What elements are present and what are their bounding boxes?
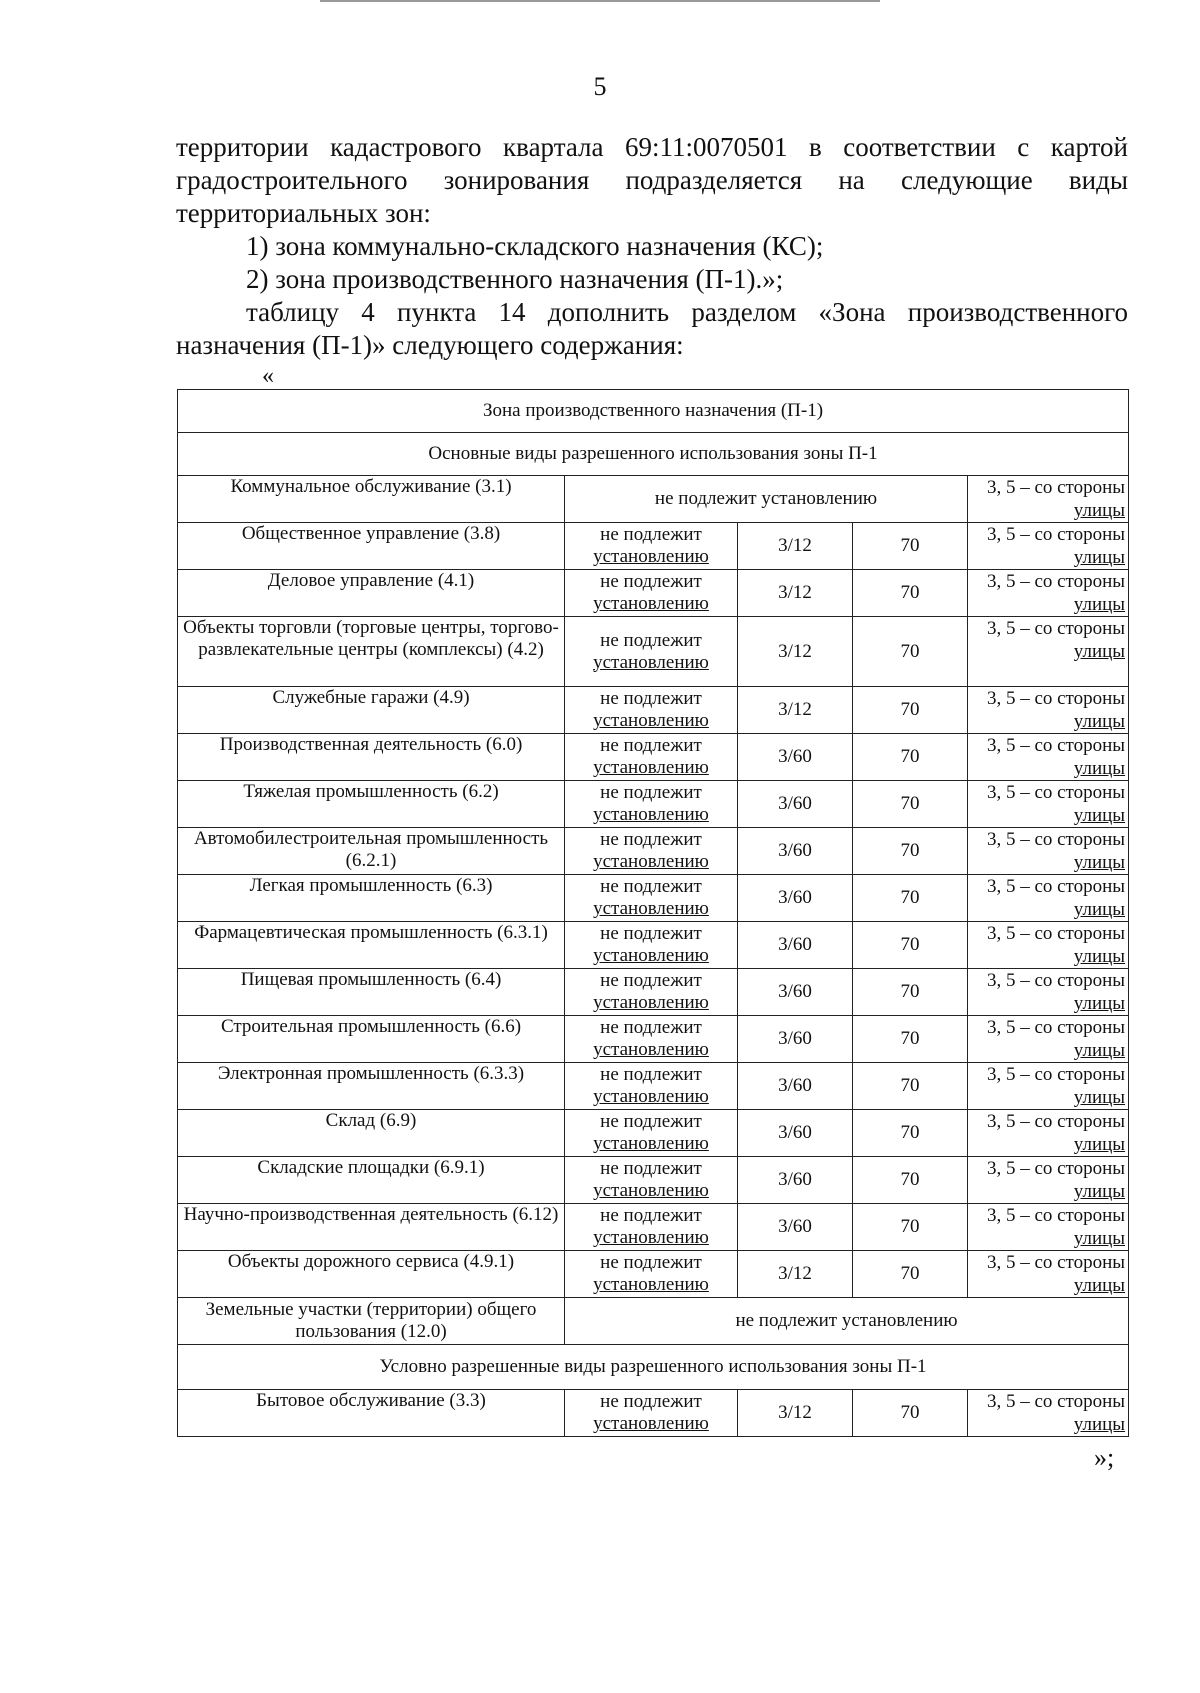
table-row [178, 1204, 1129, 1251]
coverage-percent: 70 [853, 781, 968, 828]
table-row [178, 617, 1129, 687]
table-row [178, 1390, 1129, 1437]
setback: 3, 5 – со стороны улицы [968, 1110, 1129, 1157]
setback: 3, 5 – со стороны улицы [968, 1157, 1129, 1204]
setback: 3, 5 – со стороны улицы [968, 1204, 1129, 1251]
use-name: Производственная деятельность (6.0) [178, 734, 565, 781]
plot-area: не подлежит установлению [565, 617, 738, 687]
amend-paragraph-line-1: таблицу 4 пункта 14 дополнить разделом «Зона производственного [246, 297, 1128, 327]
plot-area: не подлежит установлению [565, 1157, 738, 1204]
amend-paragraph-line-2: назначения (П-1)» следующего содержания: [176, 330, 684, 360]
coverage-percent: 70 [853, 523, 968, 570]
coverage-percent: 70 [853, 922, 968, 969]
intro-text [176, 131, 1128, 362]
use-name: Складские площадки (6.9.1) [178, 1157, 565, 1204]
use-name: Коммунальное обслуживание (3.1) [178, 476, 565, 523]
setback: 3, 5 – со стороны улицы [968, 781, 1129, 828]
use-name: Научно-производственная деятельность (6.12) [178, 1204, 565, 1251]
intro-line-3: территориальных зон: [176, 198, 431, 228]
plot-area: не подлежит установлению [565, 1251, 738, 1298]
use-name: Деловое управление (4.1) [178, 570, 565, 617]
plot-area: не подлежит установлению [565, 875, 738, 922]
table-row [178, 687, 1129, 734]
setback: 3, 5 – со стороны улицы [968, 1063, 1129, 1110]
floors-height: 3/60 [738, 1110, 853, 1157]
setback: 3, 5 – со стороны улицы [968, 687, 1129, 734]
table-row [178, 781, 1129, 828]
plot-area: не подлежит установлению [565, 734, 738, 781]
conditional-uses-heading: Условно разрешенные виды разрешенного использования зоны П-1 [178, 1345, 1129, 1390]
intro-line-2: градостроительного зонирования подразделяется на следующие виды [176, 165, 1128, 195]
coverage-percent: 70 [853, 687, 968, 734]
not-established: не подлежит установлению [565, 1298, 1129, 1345]
coverage-percent: 70 [853, 969, 968, 1016]
plot-area: не подлежит установлению [565, 1204, 738, 1251]
floors-height: 3/12 [738, 570, 853, 617]
coverage-percent: 70 [853, 1063, 968, 1110]
floors-height: 3/60 [738, 828, 853, 875]
table-row [178, 1110, 1129, 1157]
floors-height: 3/60 [738, 1204, 853, 1251]
use-name: Автомобилестроительная промышленность (6.2.1) [178, 828, 565, 875]
not-established: не подлежит установлению [565, 476, 968, 523]
scan-top-edge [320, 0, 880, 2]
plot-area: не подлежит установлению [565, 1390, 738, 1437]
floors-height: 3/60 [738, 1063, 853, 1110]
use-name: Земельные участки (территории) общего пользования (12.0) [178, 1298, 565, 1345]
quote-close: »; [1094, 1443, 1115, 1472]
table-row [178, 922, 1129, 969]
coverage-percent: 70 [853, 1251, 968, 1298]
use-name: Пищевая промышленность (6.4) [178, 969, 565, 1016]
coverage-percent: 70 [853, 617, 968, 687]
table-row [178, 476, 1129, 523]
coverage-percent: 70 [853, 1110, 968, 1157]
floors-height: 3/12 [738, 1390, 853, 1437]
plot-area: не подлежит установлению [565, 922, 738, 969]
use-name: Бытовое обслуживание (3.3) [178, 1390, 565, 1437]
floors-height: 3/12 [738, 687, 853, 734]
table-row [178, 570, 1129, 617]
use-name: Объекты дорожного сервиса (4.9.1) [178, 1251, 565, 1298]
floors-height: 3/60 [738, 875, 853, 922]
setback: 3, 5 – со стороны улицы [968, 1251, 1129, 1298]
setback: 3, 5 – со стороны улицы [968, 523, 1129, 570]
use-name: Тяжелая промышленность (6.2) [178, 781, 565, 828]
use-name: Легкая промышленность (6.3) [178, 875, 565, 922]
plot-area: не подлежит установлению [565, 828, 738, 875]
table-row [178, 969, 1129, 1016]
setback: 3, 5 – со стороны улицы [968, 828, 1129, 875]
floors-height: 3/60 [738, 781, 853, 828]
zone-title: Зона производственного назначения (П-1) [178, 390, 1129, 433]
plot-area: не подлежит установлению [565, 687, 738, 734]
floors-height: 3/60 [738, 1157, 853, 1204]
coverage-percent: 70 [853, 1204, 968, 1251]
setback: 3, 5 – со стороны улицы [968, 1390, 1129, 1437]
setback: 3, 5 – со стороны улицы [968, 617, 1129, 687]
page-number: 5 [593, 72, 607, 101]
coverage-percent: 70 [853, 1390, 968, 1437]
table-row [178, 1251, 1129, 1298]
table-row [178, 1016, 1129, 1063]
setback: 3, 5 – со стороны улицы [968, 922, 1129, 969]
table-row [178, 875, 1129, 922]
zone-table [177, 389, 1129, 1437]
setback: 3, 5 – со стороны улицы [968, 875, 1129, 922]
use-name: Общественное управление (3.8) [178, 523, 565, 570]
table-row [178, 1298, 1129, 1345]
setback: 3, 5 – со стороны улицы [968, 1016, 1129, 1063]
plot-area: не подлежит установлению [565, 781, 738, 828]
use-name: Фармацевтическая промышленность (6.3.1) [178, 922, 565, 969]
plot-area: не подлежит установлению [565, 969, 738, 1016]
setback: 3, 5 – со стороны улицы [968, 476, 1129, 523]
zone-item-1: 1) зона коммунально-складского назначения (КС); [246, 231, 824, 261]
use-name: Электронная промышленность (6.3.3) [178, 1063, 565, 1110]
coverage-percent: 70 [853, 875, 968, 922]
floors-height: 3/12 [738, 523, 853, 570]
floors-height: 3/60 [738, 969, 853, 1016]
quote-open: « [262, 363, 274, 389]
plot-area: не подлежит установлению [565, 1110, 738, 1157]
floors-height: 3/60 [738, 922, 853, 969]
table-row [178, 828, 1129, 875]
plot-area: не подлежит установлению [565, 570, 738, 617]
coverage-percent: 70 [853, 828, 968, 875]
coverage-percent: 70 [853, 734, 968, 781]
floors-height: 3/60 [738, 1016, 853, 1063]
plot-area: не подлежит установлению [565, 523, 738, 570]
coverage-percent: 70 [853, 1016, 968, 1063]
use-name: Служебные гаражи (4.9) [178, 687, 565, 734]
plot-area: не подлежит установлению [565, 1016, 738, 1063]
table-row [178, 523, 1129, 570]
use-name: Склад (6.9) [178, 1110, 565, 1157]
use-name: Строительная промышленность (6.6) [178, 1016, 565, 1063]
setback: 3, 5 – со стороны улицы [968, 570, 1129, 617]
zone-item-2: 2) зона производственного назначения (П-1).»; [246, 264, 784, 294]
table-row [178, 1157, 1129, 1204]
coverage-percent: 70 [853, 570, 968, 617]
floors-height: 3/60 [738, 734, 853, 781]
intro-line-1: территории кадастрового квартала 69:11:0070501 в соответствии с картой [176, 132, 1128, 162]
floors-height: 3/12 [738, 1251, 853, 1298]
main-uses-heading: Основные виды разрешенного использования зоны П-1 [178, 433, 1129, 476]
use-name: Объекты торговли (торговые центры, торгово- развлекательные центры (комплексы) (4.2) [178, 617, 565, 687]
plot-area: не подлежит установлению [565, 1063, 738, 1110]
floors-height: 3/12 [738, 617, 853, 687]
table-row [178, 1063, 1129, 1110]
setback: 3, 5 – со стороны улицы [968, 969, 1129, 1016]
coverage-percent: 70 [853, 1157, 968, 1204]
table-row [178, 734, 1129, 781]
setback: 3, 5 – со стороны улицы [968, 734, 1129, 781]
